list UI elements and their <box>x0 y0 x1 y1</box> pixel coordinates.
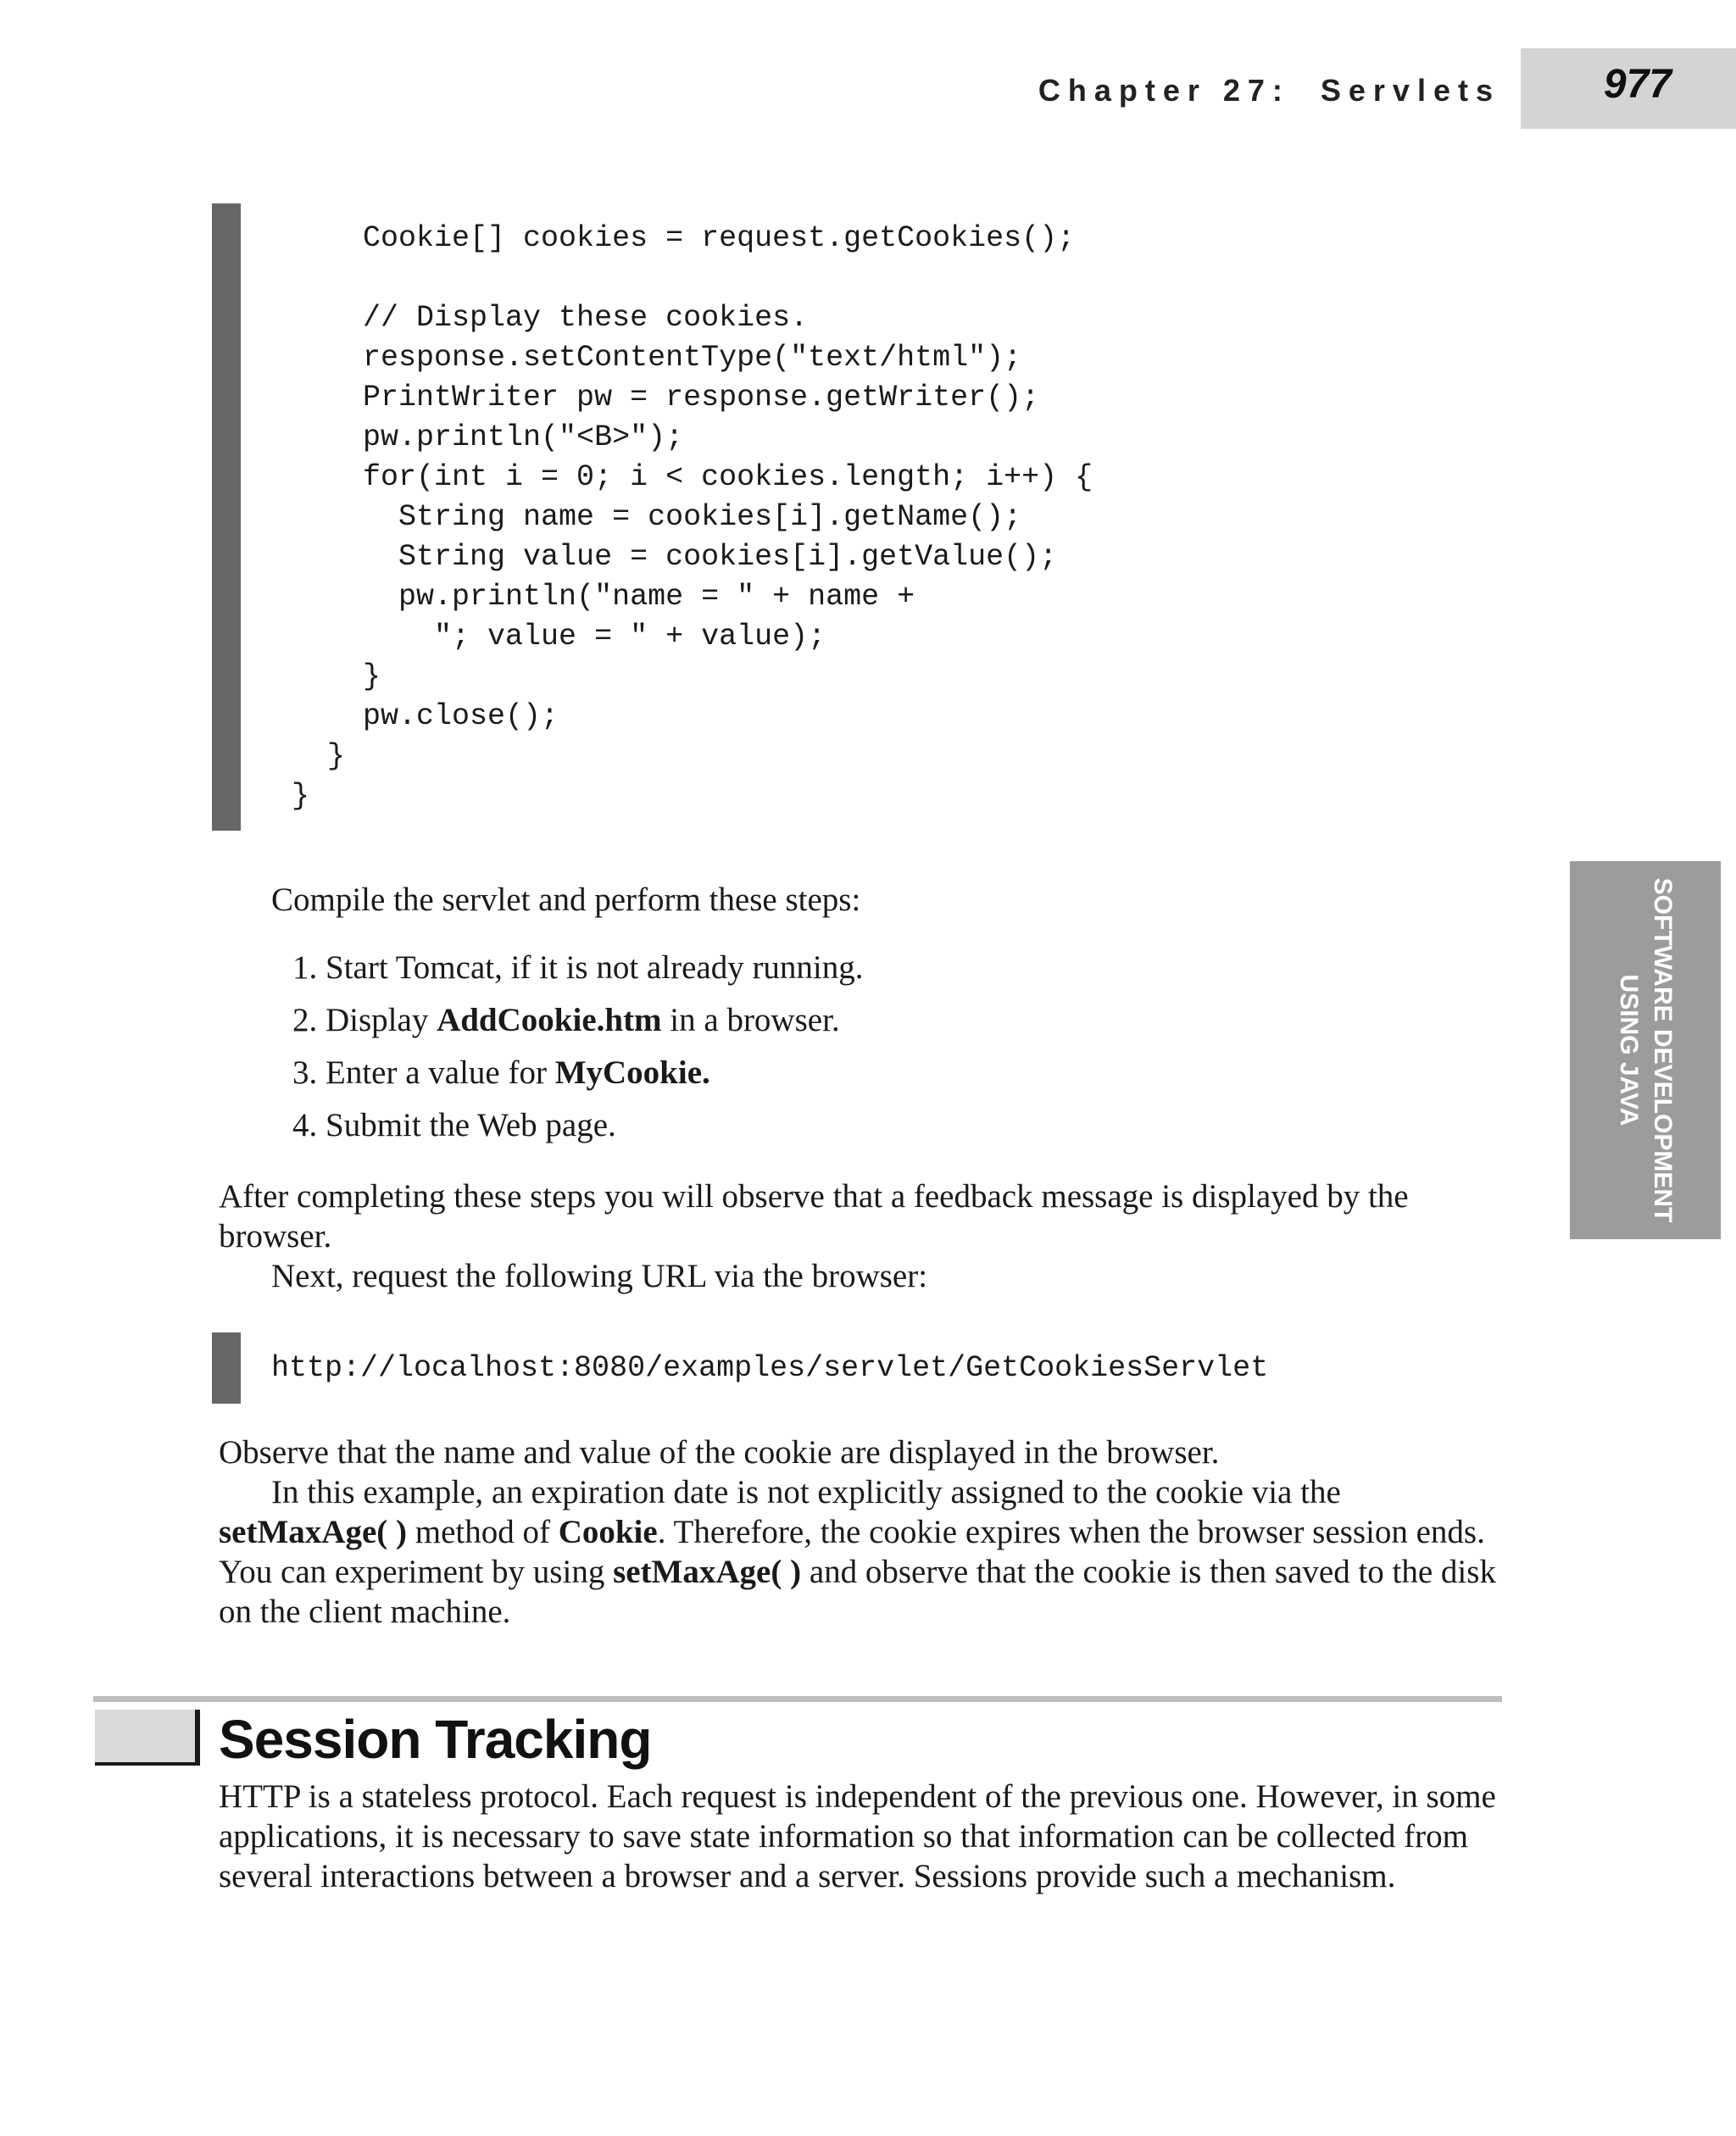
page-number: 977 <box>1603 62 1672 107</box>
side-tab-line-1: SOFTWARE DEVELOPMENT <box>1649 877 1677 1223</box>
observe-text-g: and observe that the cookie is then saved to the disk on the client machine. <box>219 1554 1496 1630</box>
observe-paragraph <box>219 1432 1507 1632</box>
section-rule <box>93 1696 1502 1702</box>
step-text: Start Tomcat, if it is not already running. <box>326 949 864 986</box>
url-listing: http://localhost:8080/examples/servlet/GetCookiesServlet <box>271 1351 1269 1385</box>
side-tab-text <box>1570 861 1721 1239</box>
code-listing: Cookie[] cookies = request.getCookies(); // Display these cookies. response.setContentType("text/html"); PrintWriter pw = response.getWriter(); pw.println("<B>"); for(int i = 0; i < cookies.length; i++) { String name = cookies[i].getName(); String value = cookies[i].getValue(); pw.println("name = " + name + "; value = " + value); } pw.close(); } } <box>292 221 1093 813</box>
intro-line: Compile the servlet and perform these steps: <box>271 882 861 918</box>
code-listing-bar <box>212 203 241 831</box>
step-text: Display <box>326 1002 437 1038</box>
step-item <box>292 1053 710 1093</box>
observe-text-e: . Therefore, the cookie expires when the browser session ends. You can experiment by using <box>219 1514 1485 1590</box>
step-item <box>292 1105 616 1145</box>
method-name: setMaxAge( ) <box>219 1514 407 1550</box>
step-item <box>292 948 864 987</box>
after-steps-line-2: Next, request the following URL via the browser: <box>271 1258 928 1294</box>
step-field-name: MyCookie. <box>554 1054 710 1091</box>
running-head <box>932 73 1500 108</box>
step-number: 1. <box>292 949 318 986</box>
method-name: setMaxAge( ) <box>613 1554 802 1590</box>
step-number: 2. <box>292 1002 318 1038</box>
step-item <box>292 1000 840 1040</box>
step-filename: AddCookie.htm <box>437 1002 662 1038</box>
step-number: 4. <box>292 1107 318 1143</box>
chapter-label: Chapter 27: <box>1038 73 1290 108</box>
url-listing-bar <box>212 1332 241 1404</box>
after-steps-line-1: After completing these steps you will observe that a feedback message is displayed by the browser. <box>219 1178 1409 1254</box>
intro-text <box>271 880 860 920</box>
section-body <box>219 1777 1507 1896</box>
chapter-title: Servlets <box>1320 73 1500 108</box>
observe-line-1: Observe that the name and value of the cookie are displayed in the browser. <box>219 1434 1220 1471</box>
step-number: 3. <box>292 1054 318 1091</box>
section-heading: Session Tracking <box>219 1709 652 1770</box>
section-body-text: HTTP is a stateless protocol. Each request is independent of the previous one. However, in some applications, it is necessary to save state information so that information can be collected from several interactions between a browser and a server. Sessions provide such a mechanism. <box>219 1778 1496 1894</box>
observe-text-a: In this example, an expiration date is not explicitly assigned to the cookie via the <box>271 1474 1341 1510</box>
side-thumb-tab <box>1570 861 1721 1239</box>
observe-paragraph-2 <box>219 1472 1507 1632</box>
step-text: Enter a value for <box>326 1054 555 1091</box>
section-heading-marker <box>95 1710 200 1766</box>
step-text: Submit the Web page. <box>326 1107 616 1143</box>
step-text-tail: in a browser. <box>661 1002 840 1038</box>
side-tab-line-2: USING JAVA <box>1615 974 1643 1126</box>
after-steps-paragraph <box>219 1176 1507 1296</box>
observe-text-c: method of <box>406 1514 559 1550</box>
class-name: Cookie <box>558 1514 658 1550</box>
